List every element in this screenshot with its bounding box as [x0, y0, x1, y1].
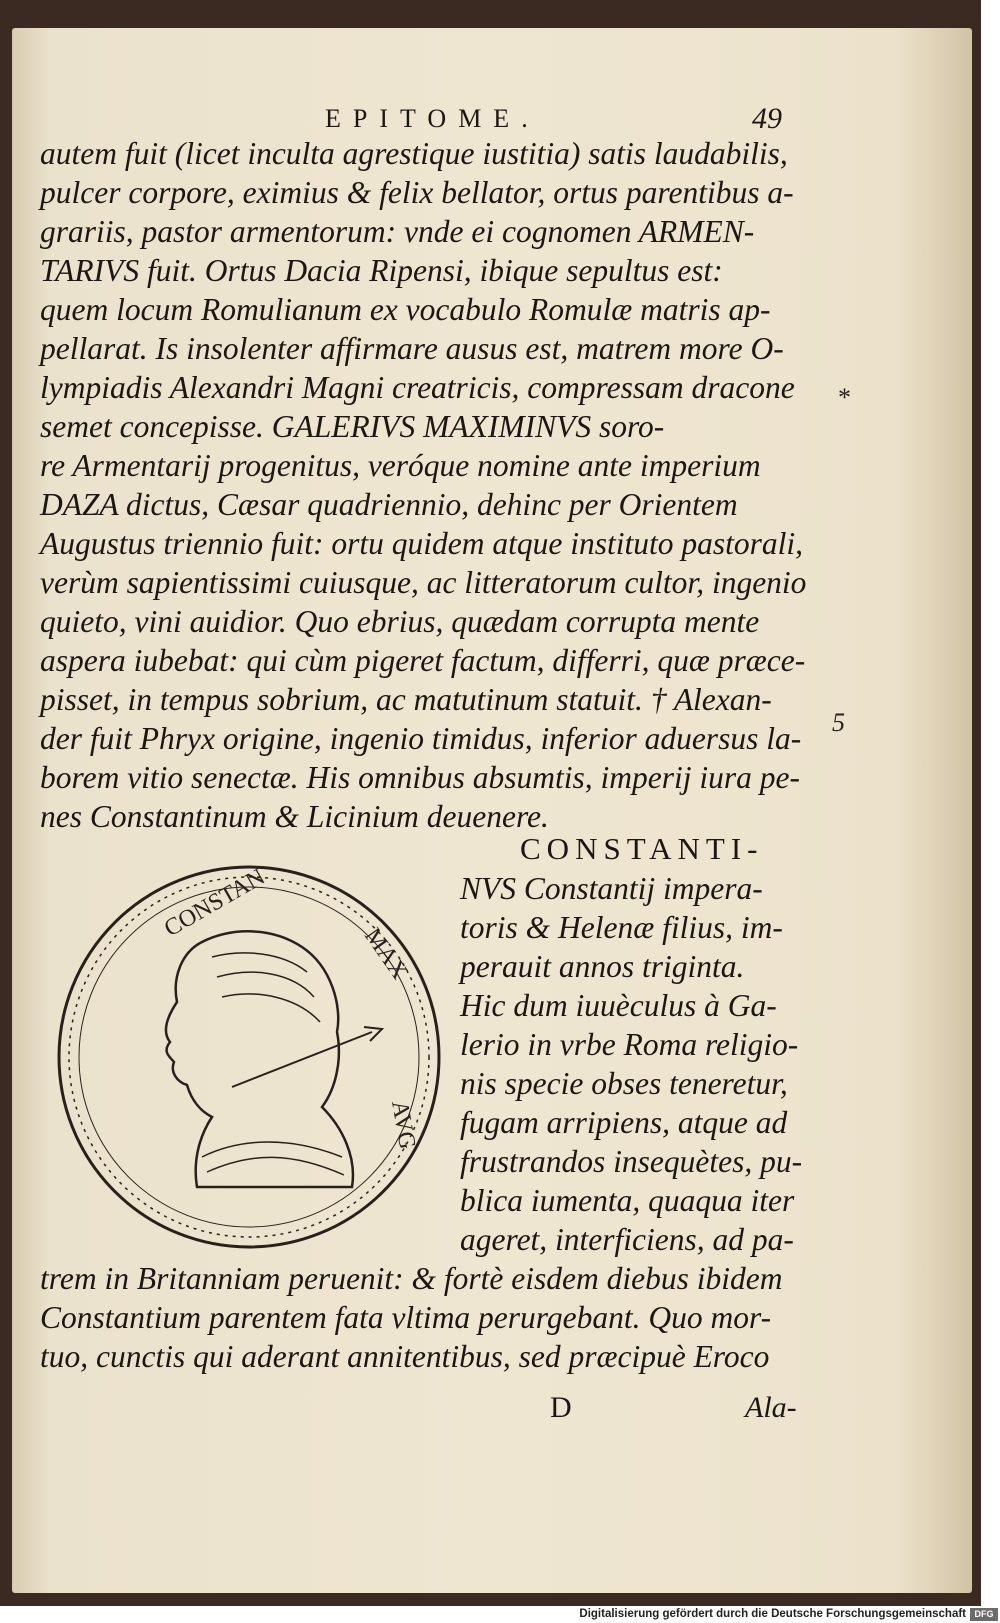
text-line: fugam arripiens, atque ad — [460, 1105, 788, 1140]
text-line: borem vitio senectæ. His omnibus absumtis, imperij iura pe- — [40, 760, 801, 795]
text-line: perauit annos triginta. — [460, 949, 745, 984]
text-line: Augustus triennio fuit: ortu quidem atque instituto pastorali, — [40, 526, 804, 561]
text-line: quieto, vini auidior. Quo ebrius, quædam corrupta mente — [40, 604, 760, 639]
text-line: re Armentarij progenitus, veróque nomine ante imperium — [40, 448, 761, 483]
text-line: Constantium parentem fata vltima perurgebant. Quo mor- — [40, 1300, 772, 1335]
text-line: grariis, pastor armentorum: vnde ei cognomen ARMEN- — [40, 214, 755, 249]
section-heading: CONSTANTI- — [520, 831, 764, 866]
running-head: EPITOME. — [325, 104, 540, 133]
coin-legend-left: CONSTAN — [160, 863, 270, 943]
text-line: nis specie obses teneretur, — [460, 1066, 788, 1101]
text-line: lympiadis Alexandri Magni creatricis, compressam dracone — [40, 370, 795, 405]
digitization-footer — [0, 1606, 1000, 1623]
dfg-logo: DFG — [970, 1608, 998, 1621]
text-line: semet concepisse. GALERIVS MAXIMINVS soro- — [40, 409, 665, 444]
text-line: TARIVS fuit. Ortus Dacia Ripensi, ibique sepultus est: — [40, 253, 723, 288]
margin-asterisk: * — [838, 383, 851, 412]
text-line: ageret, interficiens, ad pa- — [460, 1222, 794, 1257]
text-line: frustrandos insequètes, pu- — [460, 1144, 803, 1179]
text-line: Hic dum iuuèculus à Ga- — [460, 988, 777, 1023]
text-line: tuo, cunctis qui aderant annitentibus, sed præcipuè Eroco — [40, 1339, 770, 1374]
text-line: trem in Britanniam peruenit: & fortè eisdem diebus ibidem — [40, 1261, 783, 1296]
text-line: DAZA dictus, Cæsar quadriennio, dehinc per Orientem — [40, 487, 738, 522]
text-line: pellarat. Is insolenter affirmare ausus est, matrem more O- — [40, 331, 784, 366]
signature-mark: D — [550, 1391, 572, 1424]
text-line: blica iumenta, quaqua iter — [460, 1183, 795, 1218]
text-line: toris & Helenæ filius, im- — [460, 910, 783, 945]
coin-legend-bottom-right: AVG — [386, 1098, 421, 1152]
text-line: pisset, in tempus sobrium, ac matutinum statuit. † Alexan- — [40, 682, 772, 717]
coin-legend-right: MAX — [359, 923, 413, 985]
page-number: 49 — [752, 102, 782, 135]
text-line: der fuit Phryx origine, ingenio timidus, inferior aduersus la- — [40, 721, 802, 756]
text-line: lerio in vrbe Roma religio- — [460, 1027, 799, 1062]
text-line: nes Constantinum & Licinium deuenere. — [40, 799, 549, 834]
footer-credit: Digitalisierung gefördert durch die Deutsche Forschungsgemeinschaft — [579, 1608, 966, 1620]
text-line: aspera iubebat: qui cùm pigeret factum, differri, quæ præce- — [40, 643, 806, 678]
text-line: quem locum Romulianum ex vocabulo Romulæ matris ap- — [40, 292, 771, 327]
margin-note-number: 5 — [832, 708, 845, 737]
catchword: Ala- — [745, 1391, 797, 1424]
coin-illustration — [52, 857, 452, 1253]
text-line: NVS Constantij impera- — [460, 871, 763, 906]
text-line: pulcer corpore, eximius & felix bellator, ortus parentibus a- — [40, 175, 794, 210]
text-line: autem fuit (licet inculta agrestique iustitia) satis laudabilis, — [40, 136, 788, 171]
text-line: verùm sapientissimi cuiusque, ac litteratorum cultor, ingenio — [40, 565, 807, 600]
